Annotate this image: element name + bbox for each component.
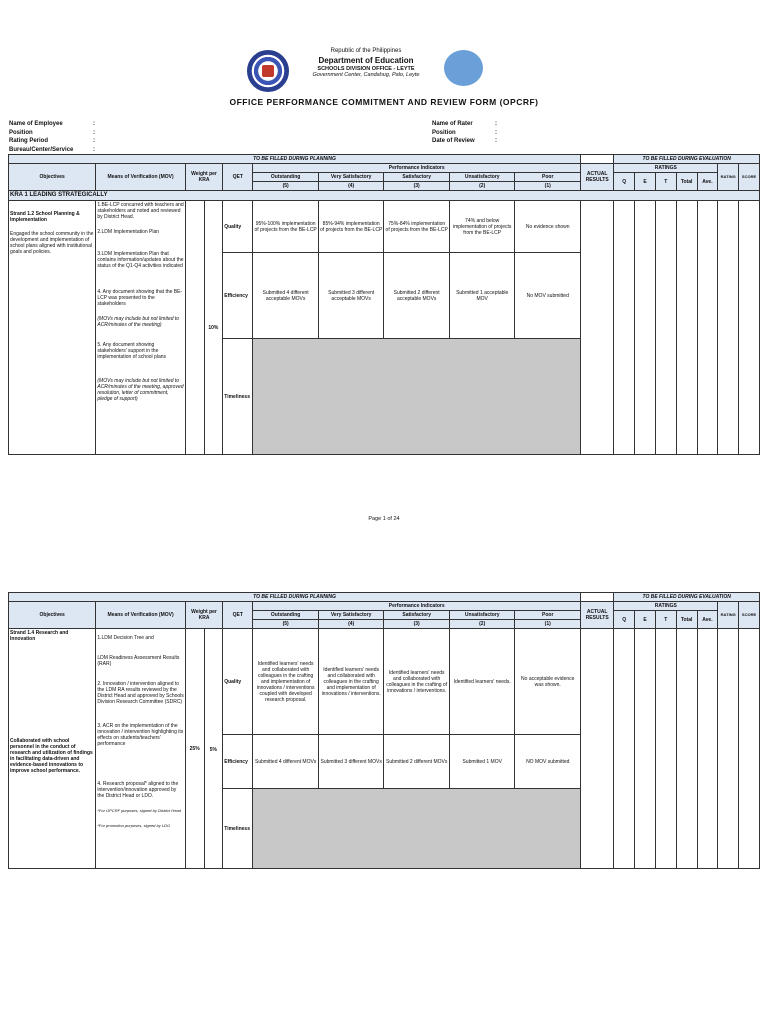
col-satisfactory: Satisfactory: [384, 173, 450, 182]
qet-efficiency: Efficiency: [223, 735, 253, 789]
qet-timeliness: Timeliness: [223, 789, 253, 869]
strand-title: Strand 1.4 Research and Innovation: [10, 630, 69, 642]
planning-banner: TO BE FILLED DURING PLANNING: [9, 593, 581, 602]
rating-e-input[interactable]: [635, 201, 656, 455]
col-objectives: Objectives: [9, 164, 96, 191]
weight-kra-value: 25%: [185, 629, 204, 869]
col-performance-indicators: Performance Indicators: [253, 164, 581, 173]
col-mov: Means of Verification (MOV): [96, 164, 185, 191]
col-performance-indicators: Performance Indicators: [253, 602, 581, 611]
info-value[interactable]: :: [93, 121, 95, 127]
efficiency-outstanding: Submitted 4 different MOVs: [253, 735, 319, 789]
col-rating: RATING: [718, 164, 739, 191]
actual-results-input[interactable]: [581, 629, 614, 869]
efficiency-poor: NO MOV submitted: [515, 735, 581, 789]
scale-3: (3): [384, 620, 450, 629]
rating-q-input[interactable]: [614, 201, 635, 455]
efficiency-satisfactory: Submitted 2 different acceptable MOVs: [384, 253, 450, 339]
evaluation-banner: TO BE FILLED DURING EVALUATION: [614, 155, 760, 164]
col-outstanding: Outstanding: [253, 611, 319, 620]
efficiency-unsatisfactory: Submitted 1 acceptable MOV: [449, 253, 515, 339]
col-very-satisfactory: Very Satisfactory: [318, 173, 384, 182]
col-mov: Means of Verification (MOV): [96, 602, 185, 629]
col-weight: Weight per KRA: [185, 602, 222, 629]
mov-note: (MOVs may include but not limited to ACR/minutes of the meeting): [97, 316, 180, 329]
col-qet: QET: [223, 602, 253, 629]
col-t: T: [655, 611, 676, 629]
rating-e-input[interactable]: [635, 629, 656, 869]
mov-item: 3. ACR on the implementation of the innovation / intervention highlighting its effects on students/teachers' performance: [97, 723, 184, 747]
col-very-satisfactory: Very Satisfactory: [318, 611, 384, 620]
score-input[interactable]: [739, 201, 760, 455]
col-qet: QET: [223, 164, 253, 191]
col-e: E: [635, 173, 656, 191]
weight-objective-value: 5%: [204, 629, 223, 869]
col-e: E: [635, 611, 656, 629]
scale-5: (5): [253, 620, 319, 629]
mov-item: 2. Innovation / intervention aligned to the LDM RA results reviewed by the District Head and approved by Schools Division Research Committee (SDRC): [97, 681, 184, 705]
scale-5: (5): [253, 182, 319, 191]
col-poor: Poor: [515, 173, 581, 182]
quality-poor: No acceptable evidence was shown.: [515, 629, 581, 735]
mov-item: 5. Any document showing stakeholders' support in the implementation of school plans: [97, 342, 167, 361]
info-value[interactable]: :: [495, 129, 497, 136]
objective-cell: [9, 629, 96, 869]
col-ave: Ave.: [697, 173, 718, 191]
rater-info: [432, 120, 505, 146]
quality-satisfactory: 75%-84% implementation of projects from the BE-LCP: [384, 201, 450, 253]
qet-timeliness: Timeliness: [223, 339, 253, 455]
info-label: Position: [9, 129, 33, 136]
col-weight: Weight per KRA: [185, 164, 222, 191]
efficiency-very-satisfactory: Submitted 3 different MOVs: [318, 735, 384, 789]
mov-item: 1.BE-LCP concurred with teachers and stakeholders and noted and reviewed by District Head.: [97, 202, 184, 221]
mov-cell: [96, 629, 185, 869]
mov-note: *For promotion purposes, signed by LDO: [97, 822, 171, 828]
timeliness-greyed: [253, 339, 581, 455]
mov-note: *For OPCRF purposes, signed by District Head: [97, 808, 181, 813]
evaluation-banner: TO BE FILLED DURING EVALUATION: [614, 593, 760, 602]
col-total: Total: [676, 173, 697, 191]
info-value[interactable]: :: [93, 146, 95, 153]
col-poor: Poor: [515, 611, 581, 620]
form-title: OFFICE PERFORMANCE COMMITMENT AND REVIEW FORM (OPCRF): [229, 97, 539, 107]
opcrf-table-1: [8, 154, 760, 455]
rating-total-input[interactable]: [676, 629, 697, 869]
col-total: Total: [676, 611, 697, 629]
col-unsatisfactory: Unsatisfactory: [449, 173, 515, 182]
mov-item: 4. Research proposal* aligned to the intervention/innovation approved by the District Head or LDO.: [97, 781, 179, 799]
scale-2: (2): [449, 182, 515, 191]
info-label: Position: [432, 129, 456, 136]
weight-value: 10%: [204, 201, 223, 455]
quality-unsatisfactory: Identified learners' needs.: [449, 629, 515, 735]
info-label: Name of Rater: [432, 121, 473, 127]
info-label: Bureau/Center/Service: [9, 146, 74, 153]
republic-line: Republic of the Philippines: [330, 48, 402, 54]
score-input[interactable]: [739, 629, 760, 869]
efficiency-poor: No MOV submitted: [515, 253, 581, 339]
actual-results-input[interactable]: [581, 201, 614, 455]
quality-outstanding: 95%-100% implementation of projects from the BE-LCP: [253, 201, 319, 253]
efficiency-very-satisfactory: Submitted 3 different acceptable MOVs: [318, 253, 384, 339]
mov-item: 4. Any document showing that the BE-LCP was presented to the stakeholders: [97, 289, 183, 308]
qet-efficiency: Efficiency: [223, 253, 253, 339]
col-score: SCORE: [739, 164, 760, 191]
quality-poor: No evidence shown: [515, 201, 581, 253]
mov-cell: [96, 201, 185, 455]
info-label: Name of Employee: [9, 121, 63, 127]
scale-1: (1): [515, 182, 581, 191]
info-value[interactable]: :: [93, 138, 95, 144]
col-ratings: RATINGS: [614, 164, 718, 173]
objective-body: Engaged the school community in the development and implementation of school plans aligned with institutional goals and policies.: [10, 231, 94, 256]
rating-ave-input[interactable]: [697, 629, 718, 869]
qet-quality: Quality: [223, 629, 253, 735]
quality-very-satisfactory: Identified learners' needs and collaborated with colleagues in the crafting and implementation of innovations / interventions.: [318, 629, 384, 735]
letterhead: [0, 48, 768, 94]
opcrf-table-2: [8, 592, 760, 869]
qet-quality: Quality: [223, 201, 253, 253]
letterhead-text: [296, 48, 436, 79]
rating-input[interactable]: [718, 201, 739, 455]
mov-item: 2.LDM Implementation Plan: [97, 229, 160, 236]
col-satisfactory: Satisfactory: [384, 611, 450, 620]
objective-cell: [9, 201, 96, 455]
col-ratings: RATINGS: [614, 602, 718, 611]
quality-outstanding: Identified learners' needs and collaborated with colleagues in the crafting and implementation of innovations / interventions coupled with developed research proposal.: [253, 629, 319, 735]
info-label: Date of Review: [432, 138, 475, 144]
objective-title: Strand 1.2 School Planning & Implementation: [10, 211, 80, 224]
scale-4: (4): [318, 620, 384, 629]
quality-very-satisfactory: 85%-94% implementation of projects from the BE-LCP: [318, 201, 384, 253]
col-score: SCORE: [739, 602, 760, 629]
col-objectives: Objectives: [9, 602, 96, 629]
efficiency-unsatisfactory: Submitted 1 MOV: [449, 735, 515, 789]
objective-body: Collaborated with school personnel in the conduct of research and utilization of findings in facilitating data-driven and evidence-based innovations to improve school performance.: [10, 738, 93, 774]
col-ave: Ave.: [697, 611, 718, 629]
weight-kra-cell: [185, 201, 204, 455]
scale-4: (4): [318, 182, 384, 191]
division-logo-icon: [444, 50, 483, 86]
col-actual-results: ACTUAL RESULTS: [581, 602, 614, 629]
col-q: Q: [614, 611, 635, 629]
deped-seal-icon: [247, 50, 289, 92]
scale-2: (2): [449, 620, 515, 629]
quality-unsatisfactory: 74% and below implementation of projects from the BE-LCP: [449, 201, 515, 253]
page-number: Page 1 of 24: [368, 516, 400, 522]
col-actual-results: ACTUAL RESULTS: [581, 164, 614, 191]
kra-title: KRA 1 LEADING STRATEGICALLY: [9, 191, 760, 201]
planning-banner: TO BE FILLED DURING PLANNING: [9, 155, 581, 164]
rating-total-input[interactable]: [676, 201, 697, 455]
efficiency-satisfactory: Submitted 2 different MOVs: [384, 735, 450, 789]
department-line: Department of Education: [318, 55, 414, 65]
quality-satisfactory: Identified learners' needs and collaborated with colleagues in the crafting of innovations / interventions.: [384, 629, 450, 735]
mov-item: 3.LDM Implementation Plan that contains information/updates about the status of the Q1-Q4 activities indicated: [97, 251, 184, 270]
mov-item: 1.LDM Decision Tree and: [97, 635, 154, 641]
scale-1: (1): [515, 620, 581, 629]
timeliness-greyed: [253, 789, 581, 869]
info-value[interactable]: :: [93, 129, 95, 136]
mov-item: LDM Readiness Assessment Results (RAR): [97, 655, 180, 667]
col-q: Q: [614, 173, 635, 191]
division-line: SCHOOLS DIVISION OFFICE - LEYTE: [317, 65, 415, 72]
info-value[interactable]: :: [495, 138, 497, 144]
mov-note: (MOVs may include but not limited to ACR/minutes of the meeting, approved resolution, letter of commitment, pledge of support): [97, 378, 184, 403]
efficiency-outstanding: Submitted 4 different acceptable MOVs: [253, 253, 319, 339]
rating-ave-input[interactable]: [697, 201, 718, 455]
col-t: T: [655, 173, 676, 191]
rating-q-input[interactable]: [614, 629, 635, 869]
employee-info: [9, 120, 103, 154]
col-rating: RATING: [718, 602, 739, 629]
scale-3: (3): [384, 182, 450, 191]
rating-input[interactable]: [718, 629, 739, 869]
rating-t-input[interactable]: [655, 629, 676, 869]
address-line: Government Center, Candahug, Palo, Leyte: [312, 72, 420, 79]
info-value[interactable]: :: [495, 121, 497, 127]
col-outstanding: Outstanding: [253, 173, 319, 182]
info-label: Rating Period: [9, 138, 49, 144]
col-unsatisfactory: Unsatisfactory: [449, 611, 515, 620]
rating-t-input[interactable]: [655, 201, 676, 455]
